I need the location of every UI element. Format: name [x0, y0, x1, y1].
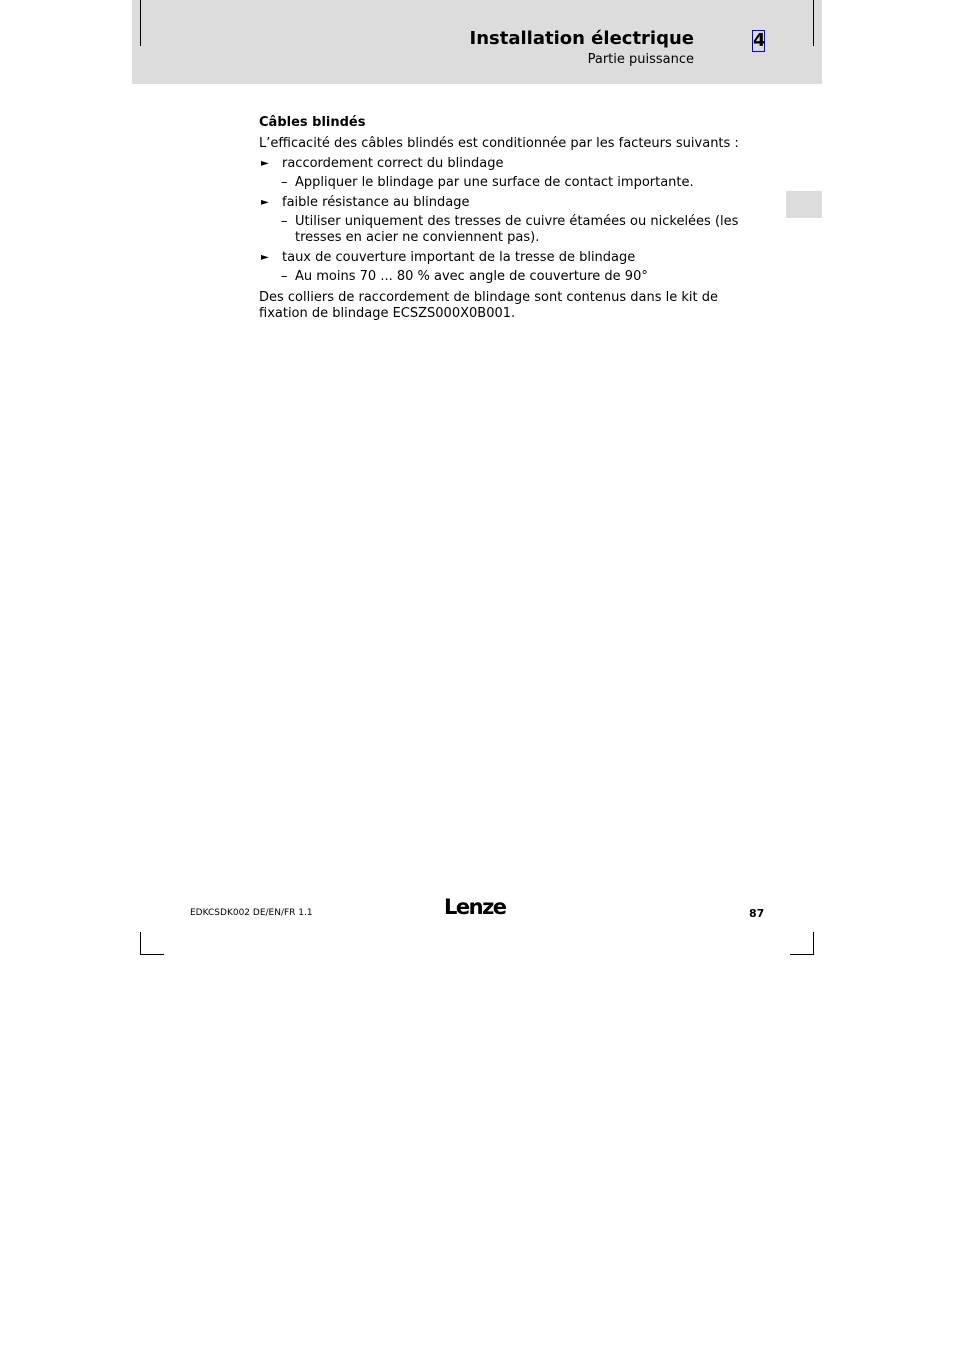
chapter-title: Installation électrique: [469, 28, 694, 49]
list-item: [259, 156, 769, 172]
crop-mark-top-right: [813, 0, 814, 46]
document-id: EDKCSDK002 DE/EN/FR 1.1: [190, 908, 313, 918]
list-item: [259, 250, 769, 266]
sub-list-item: [259, 214, 769, 246]
main-content: [259, 115, 769, 326]
bullet-arrow-icon: ►: [261, 158, 269, 169]
crop-mark-bottom-right: [813, 932, 814, 955]
dash-icon: –: [281, 269, 288, 284]
crop-mark-bottom-right-horizontal: [790, 954, 814, 955]
dash-icon: –: [281, 214, 288, 229]
list-item: [259, 195, 769, 211]
chapter-number-link[interactable]: 4: [753, 30, 766, 51]
intro-paragraph: L’efficacité des câbles blindés est conditionnée par les facteurs suivants :: [259, 136, 739, 151]
sub-list-item: [259, 269, 769, 285]
list-item-text: raccordement correct du blindage: [282, 156, 504, 171]
sub-list-item: [259, 175, 769, 191]
sub-list-item-text: Au moins 70 ... 80 % avec angle de couverture de 90°: [295, 269, 648, 284]
crop-mark-bottom-left: [140, 932, 141, 955]
crop-mark-top-left: [140, 0, 141, 46]
chapter-subtitle: Partie puissance: [587, 52, 694, 67]
sub-list-item-text: Appliquer le blindage par une surface de contact importante.: [295, 175, 694, 190]
closing-paragraph: Des colliers de raccordement de blindage sont contenus dans le kit de fixation de blindage ECSZS000X0B001.: [259, 290, 718, 321]
list-item-text: taux de couverture important de la tresse de blindage: [282, 250, 636, 265]
bullet-arrow-icon: ►: [261, 197, 269, 208]
sub-list-item-text: Utiliser uniquement des tresses de cuivre étamées ou nickelées (les tresses en acier ne conviennent pas).: [295, 214, 739, 245]
crop-mark-bottom-left-horizontal: [140, 954, 164, 955]
page-number: 87: [749, 907, 765, 920]
side-thumb-tab: [786, 191, 822, 218]
dash-icon: –: [281, 175, 288, 190]
lenze-logo: Lenze: [444, 895, 506, 919]
section-heading: Câbles blindés: [259, 115, 366, 130]
list-item-text: faible résistance au blindage: [282, 195, 470, 210]
bullet-arrow-icon: ►: [261, 252, 269, 263]
